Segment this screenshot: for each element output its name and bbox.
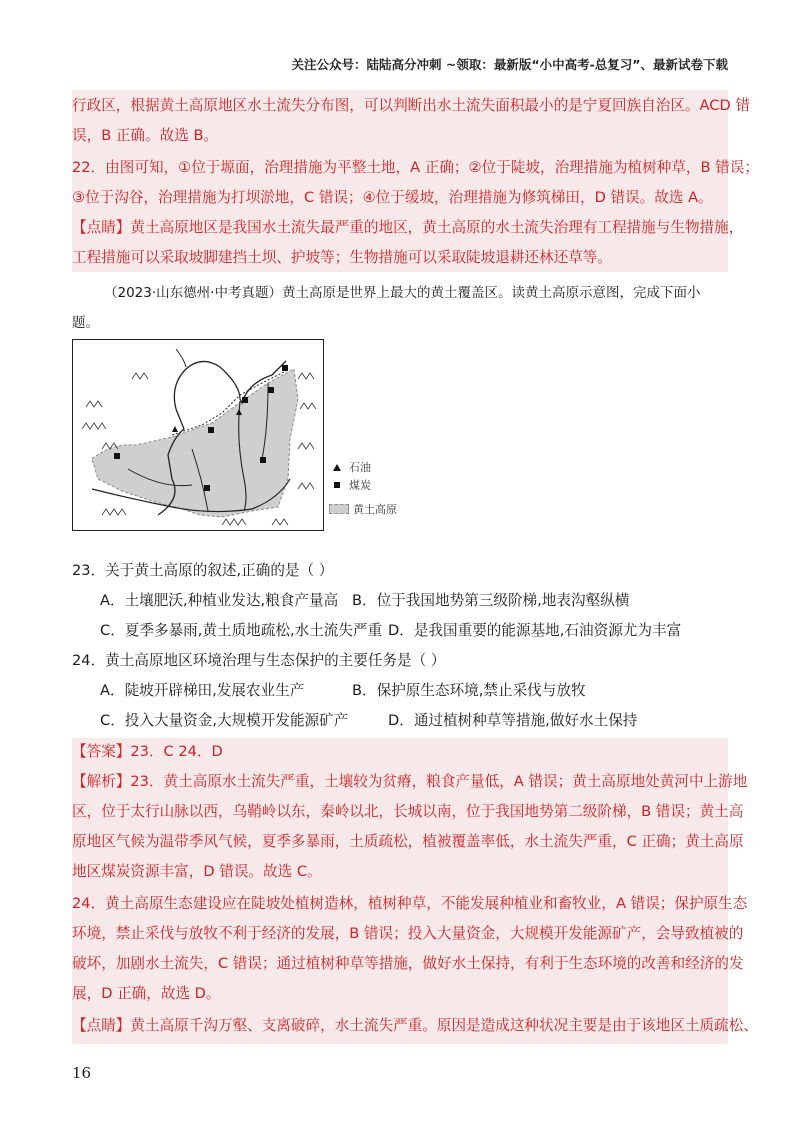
answer-line: 【答案】23．C 24．D: [72, 743, 223, 760]
explanation-line: 【点睛】黄土高原地区是我国水土流失最严重的地区，黄土高原的水土流失治理有工程措施与生物措施，: [72, 219, 744, 236]
page-header: 关注公众号：陆陆高分冲刺 ~领取：最新版“小中高考-总复习”、最新试卷下载: [291, 57, 728, 72]
page-number: 16: [72, 1064, 92, 1082]
explanation-line: 工程措施可以采取坡脚建挡土坝、护坡等；生物措施可以采取陡坡退耕还林还草等。: [72, 249, 612, 266]
q24-option-b: B．保护原生态环境,禁止采伐与放牧: [352, 682, 586, 699]
coal-marker: [282, 365, 288, 371]
coal-marker: [114, 453, 120, 459]
coal-marker: [208, 427, 214, 433]
analysis-line: 区，位于太行山脉以西，乌鞘岭以东，秦岭以北，长城以南，位于我国地势第二级阶梯，B 错误；黄土高: [72, 803, 744, 820]
analysis-line: 原地区气候为温带季风气候，夏季多暴雨，土质疏松，植被覆盖率低，水土流失严重，C 正确；黄土高原: [72, 833, 744, 850]
legend-loess-label: 黄土高原: [353, 503, 397, 516]
loess-legend-swatch: [329, 504, 349, 514]
q23-option-c: C．夏季多暴雨,黄土质地疏松,水土流失严重: [100, 622, 383, 639]
analysis-line: 24．黄土高原生态建设应在陡坡处植树造林，植树种草，不能发展种植业和畜牧业，A 错误；保护原生态: [72, 895, 748, 912]
q24-option-a: A．陡坡开辟梯田,发展农业生产: [100, 682, 305, 699]
q24-stem: 24．黄土高原地区环境治理与生态保护的主要任务是（ ）: [72, 652, 446, 669]
top-explanation-block: [72, 90, 728, 272]
coal-marker: [260, 457, 266, 463]
legend-oil-label: 石油: [349, 461, 371, 474]
analysis-line: 破坏，加剧水土流失，C 错误；通过植树种草等措施，做好水土保持，有利于生态环境的改善和经济的发: [72, 955, 744, 972]
question-intro-cont: 题。: [72, 315, 99, 331]
q24-option-d: D．通过植树种草等措施,做好水土保持: [388, 712, 638, 729]
q23-option-d: D．是我国重要的能源基地,石油资源尤为丰富: [388, 622, 682, 639]
coal-legend-icon: [334, 482, 340, 488]
q23-option-a: A．土壤肥沃,种植业发达,粮食产量高: [100, 592, 339, 609]
legend-coal-label: 煤炭: [349, 479, 371, 492]
loess-plateau-map: [72, 339, 324, 531]
explanation-line: 行政区，根据黄土高原地区水土流失分布图，可以判断出水土流失面积最小的是宁夏回族自治区。ACD 错: [72, 97, 750, 114]
coal-marker: [204, 485, 210, 491]
analysis-line: 【解析】23．黄土高原水土流失严重，土壤较为贫瘠，粮食产量低，A 错误；黄土高原地处黄河中上游地: [72, 773, 748, 790]
map-legend: [329, 458, 397, 518]
coal-marker: [242, 397, 248, 403]
question-intro: （2023·山东德州·中考真题）黄土高原是世界上最大的黄土覆盖区。读黄土高原示意图，完成下面小: [104, 285, 701, 301]
coal-marker: [268, 387, 274, 393]
analysis-line: 环境，禁止采伐与放牧不利于经济的发展，B 错误；投入大量资金，大规模开发能源矿产，会导致植被的: [72, 925, 744, 942]
q23-option-b: B．位于我国地势第三级阶梯,地表沟壑纵横: [352, 592, 630, 609]
explanation-line: 22．由图可知，①位于塬面，治理措施为平整土地，A 正确；②位于陡坡，治理措施为植树种草，B 错误；: [72, 159, 759, 176]
analysis-line: 地区煤炭资源丰富，D 错误。故选 C。: [72, 863, 322, 880]
q23-stem: 23．关于黄土高原的叙述,正确的是（ ）: [72, 562, 334, 579]
explanation-line: 误，B 正确。故选 B。: [72, 127, 219, 144]
oil-legend-icon: [333, 464, 341, 471]
q24-option-c: C．投入大量资金,大规模开发能源矿产: [100, 712, 349, 729]
analysis-line: 【点睛】黄土高原千沟万壑、支离破碎，水土流失严重。原因是造成这种状况主要是由于该地区土质疏松、: [72, 1017, 758, 1034]
analysis-line: 展，D 正确，故选 D。: [72, 985, 221, 1002]
explanation-line: ③位于沟谷，治理措施为打坝淤地，C 错误；④位于缓坡，治理措施为修筑梯田，D 错误。故选 A。: [72, 189, 713, 206]
